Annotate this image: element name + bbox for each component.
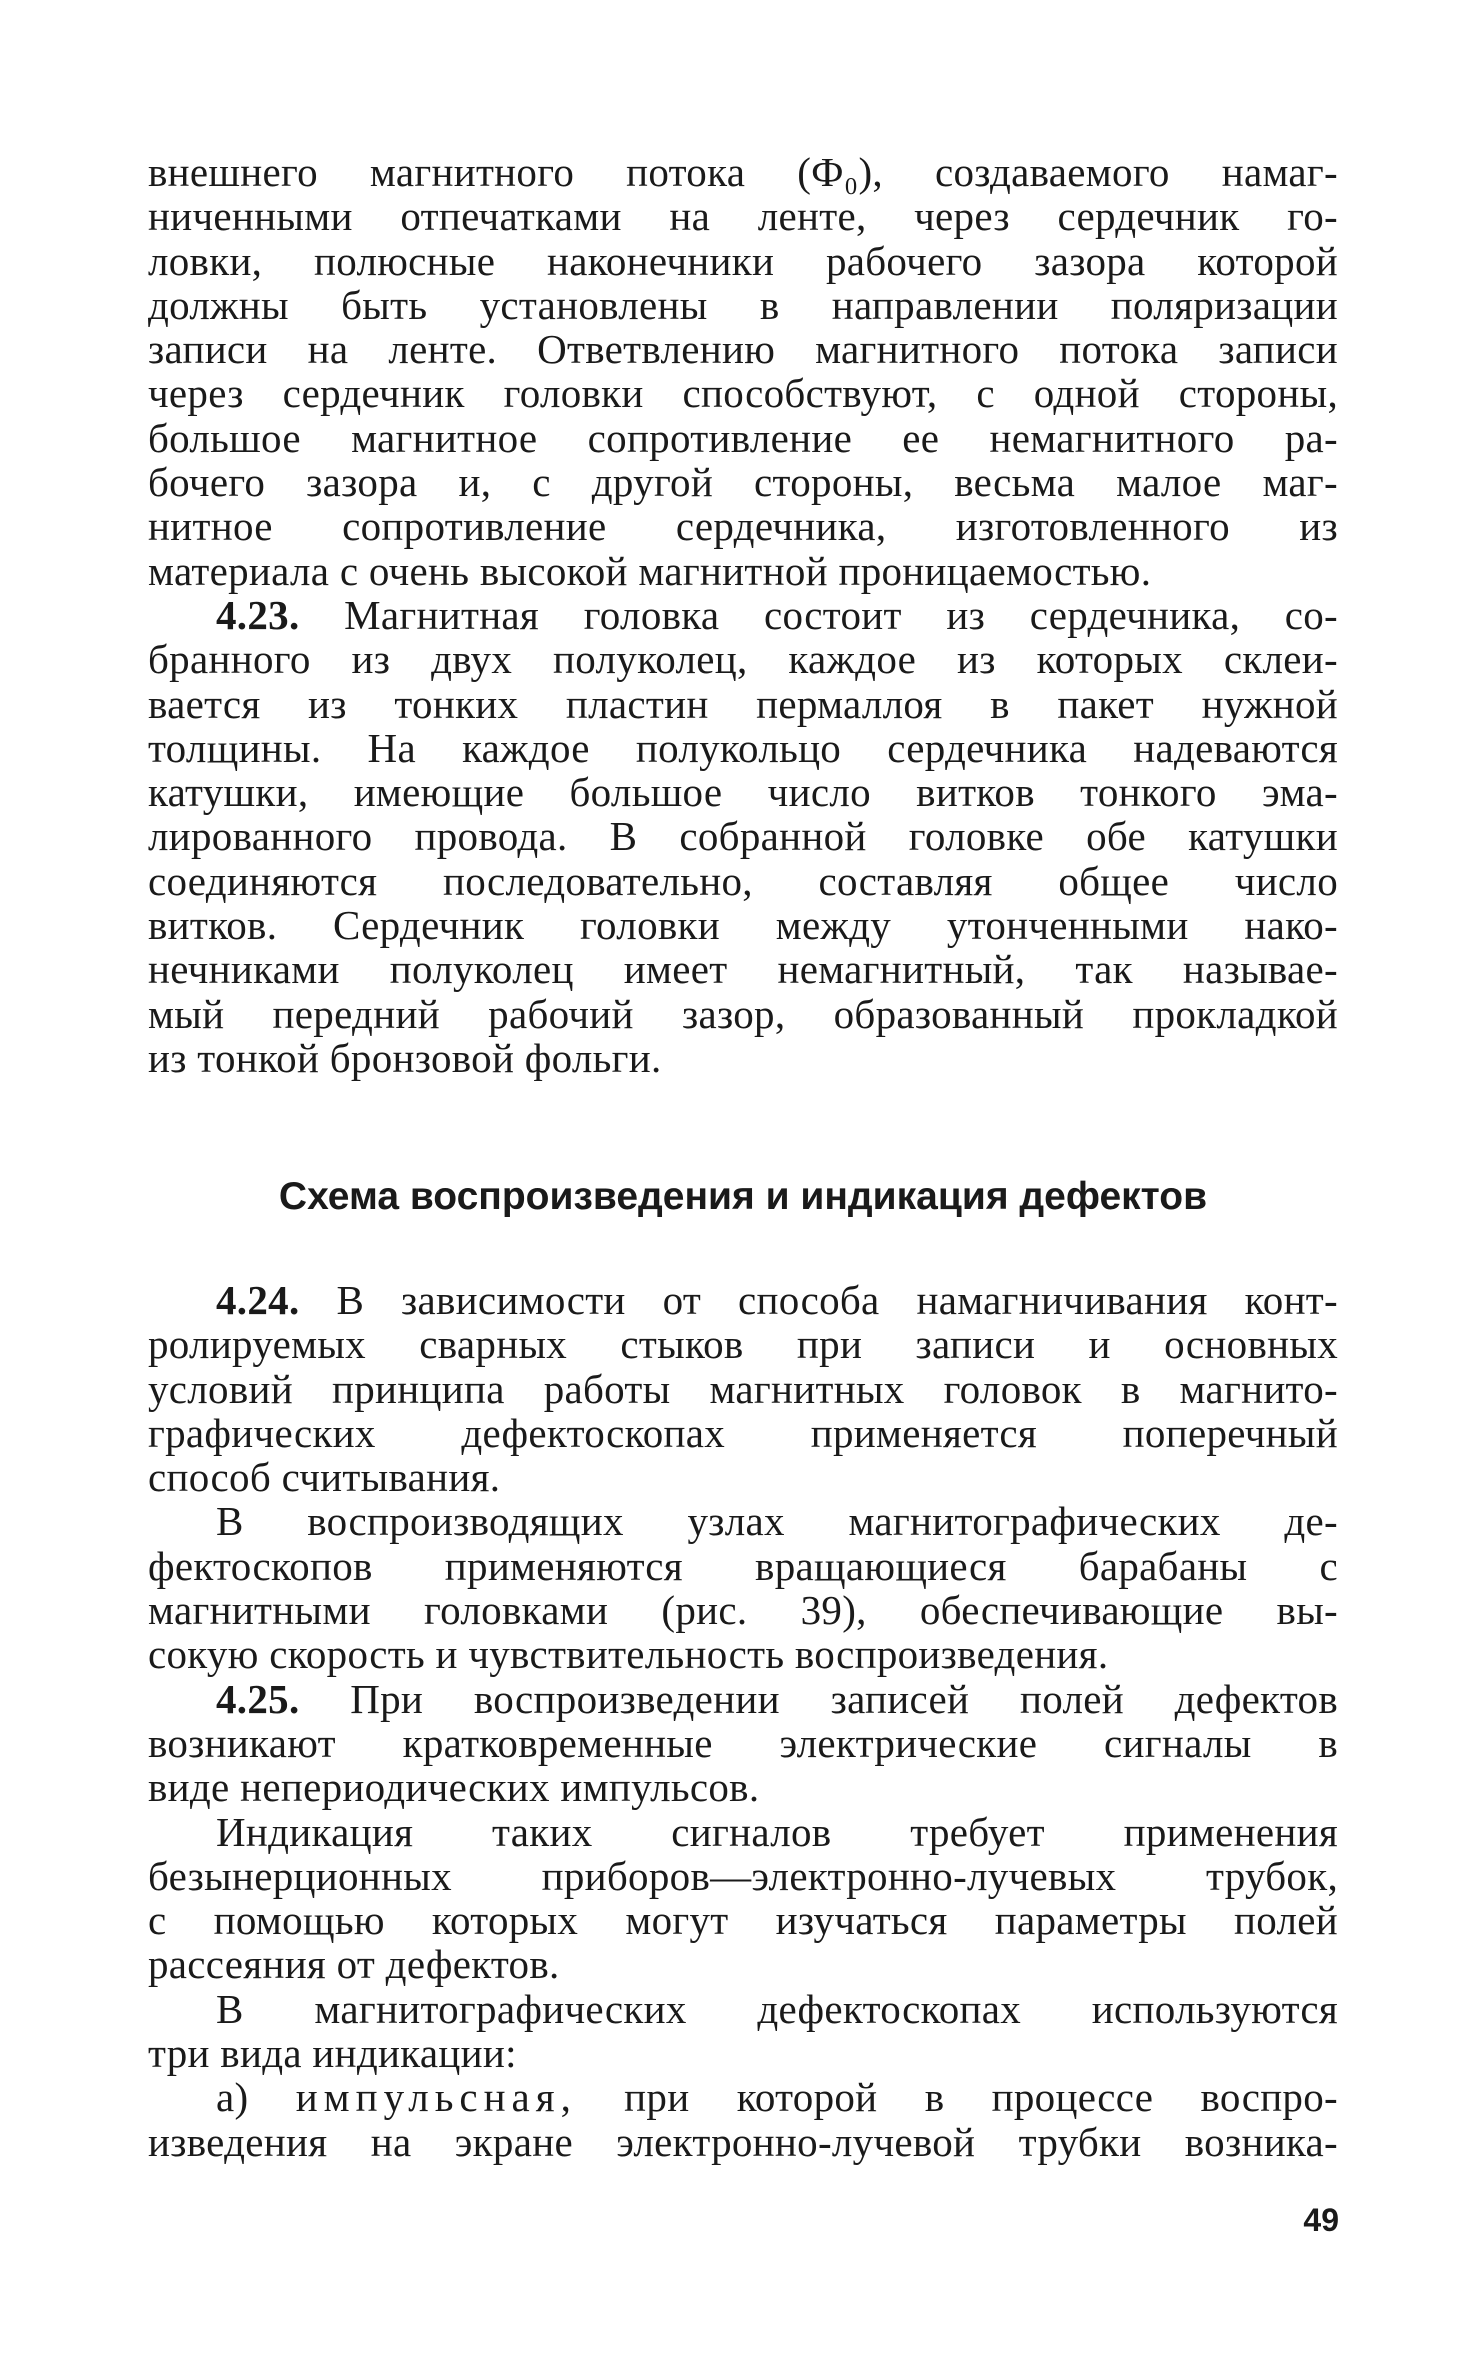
text-line: материала с очень высокой магнитной проницаемостью. <box>148 547 1152 594</box>
text-line: бранного из двух полуколец, каждое из которых склеи- <box>148 636 1338 683</box>
paragraph-4-23-first-line <box>148 593 1338 637</box>
paragraph-4-25-first-line <box>148 1677 1338 1721</box>
text-line: Индикация таких сигналов требует применения <box>216 1808 1338 1855</box>
text-line: лированного провода. В собранной головке обе катушки <box>148 813 1338 860</box>
text-line: возникают кратковременные электрические сигналы в <box>148 1719 1338 1766</box>
text-line: записи на ленте. Ответвлению магнитного потока записи <box>148 326 1338 373</box>
text-line: В магнитографических дефектоскопах используются <box>216 1985 1338 2032</box>
text-line: фектоскопов применяются вращающиеся барабаны с <box>148 1542 1338 1589</box>
section-number: 4.25. <box>216 1675 300 1722</box>
emphasized-term: импульсная, <box>295 2074 577 2121</box>
text-block-top <box>148 150 1338 1080</box>
text-line: В воспроизводящих узлах магнитографических де- <box>216 1498 1338 1545</box>
text-line: ролируемых сварных стыков при записи и основных <box>148 1321 1338 1368</box>
text-line: нитное сопротивление сердечника, изготовленного из <box>148 503 1338 550</box>
paragraph-4-24-first-line <box>148 1278 1338 1322</box>
text-line: бочего зазора и, с другой стороны, весьма малое маг- <box>148 459 1338 506</box>
list-marker: а) <box>216 2074 249 2121</box>
text-run: Магнитная головка состоит из сердечника, со- <box>344 591 1338 638</box>
section-number: 4.23. <box>216 591 300 638</box>
text-line: вается из тонких пластин пермаллоя в пакет нужной <box>148 680 1338 727</box>
text-line: способ считывания. <box>148 1454 501 1501</box>
text-line: рассеяния от дефектов. <box>148 1941 560 1988</box>
text-line: нечниками полуколец имеет немагнитный, так называе- <box>148 946 1338 993</box>
text-line: мый передний рабочий зазор, образованный прокладкой <box>148 990 1338 1037</box>
text-run: при которой в процессе воспро- <box>624 2074 1338 2121</box>
text-line: внешнего магнитного потока (Ф₀), создаваемого намаг- <box>148 149 1338 195</box>
section-number: 4.24. <box>216 1277 300 1323</box>
text-line: виде непериодических импульсов. <box>148 1764 760 1811</box>
text-block-bottom <box>148 1278 1338 2164</box>
text-line: условий принципа работы магнитных головок в магнито- <box>148 1365 1338 1412</box>
list-item-a <box>148 2075 1338 2119</box>
page-number: 49 <box>1303 2202 1339 2238</box>
text-line: большое магнитное сопротивление ее немагнитного ра- <box>148 414 1338 461</box>
text-line: толщины. На каждое полукольцо сердечника надеваются <box>148 724 1338 771</box>
text-line: магнитными головками (рис. 39), обеспечивающие вы- <box>148 1587 1338 1634</box>
text-line: три вида индикации: <box>148 2030 517 2077</box>
text-run: При воспроизведении записей полей дефектов <box>350 1675 1338 1722</box>
text-line: безынерционных приборов—электронно-лучевых трубок, <box>148 1852 1338 1899</box>
text-line: ловки, полюсные наконечники рабочего зазора которой <box>148 237 1338 284</box>
text-line: соединяются последовательно, составляя общее число <box>148 857 1338 904</box>
text-line: изведения на экране электронно-лучевой трубки возника- <box>148 2118 1338 2165</box>
text-line: ниченными отпечатками на ленте, через сердечник го- <box>148 193 1338 240</box>
text-line: катушки, имеющие большое число витков тонкого эма- <box>148 769 1338 816</box>
text-line: через сердечник головки способствуют, с одной стороны, <box>148 370 1338 417</box>
text-line: графических дефектоскопах применяется поперечный <box>148 1409 1338 1456</box>
text-run: В зависимости от способа намагничивания конт- <box>336 1277 1338 1323</box>
text-line: с помощью которых могут изучаться параметры полей <box>148 1897 1338 1944</box>
text-line: из тонкой бронзовой фольги. <box>148 1034 662 1081</box>
section-heading: Схема воспроизведения и индикация дефектов <box>278 1175 1208 1218</box>
text-line: витков. Сердечник головки между утонченными нако- <box>148 902 1338 949</box>
text-line: должны быть установлены в направлении поляризации <box>148 281 1338 328</box>
text-line: сокую скорость и чувствительность воспроизведения. <box>148 1631 1109 1678</box>
